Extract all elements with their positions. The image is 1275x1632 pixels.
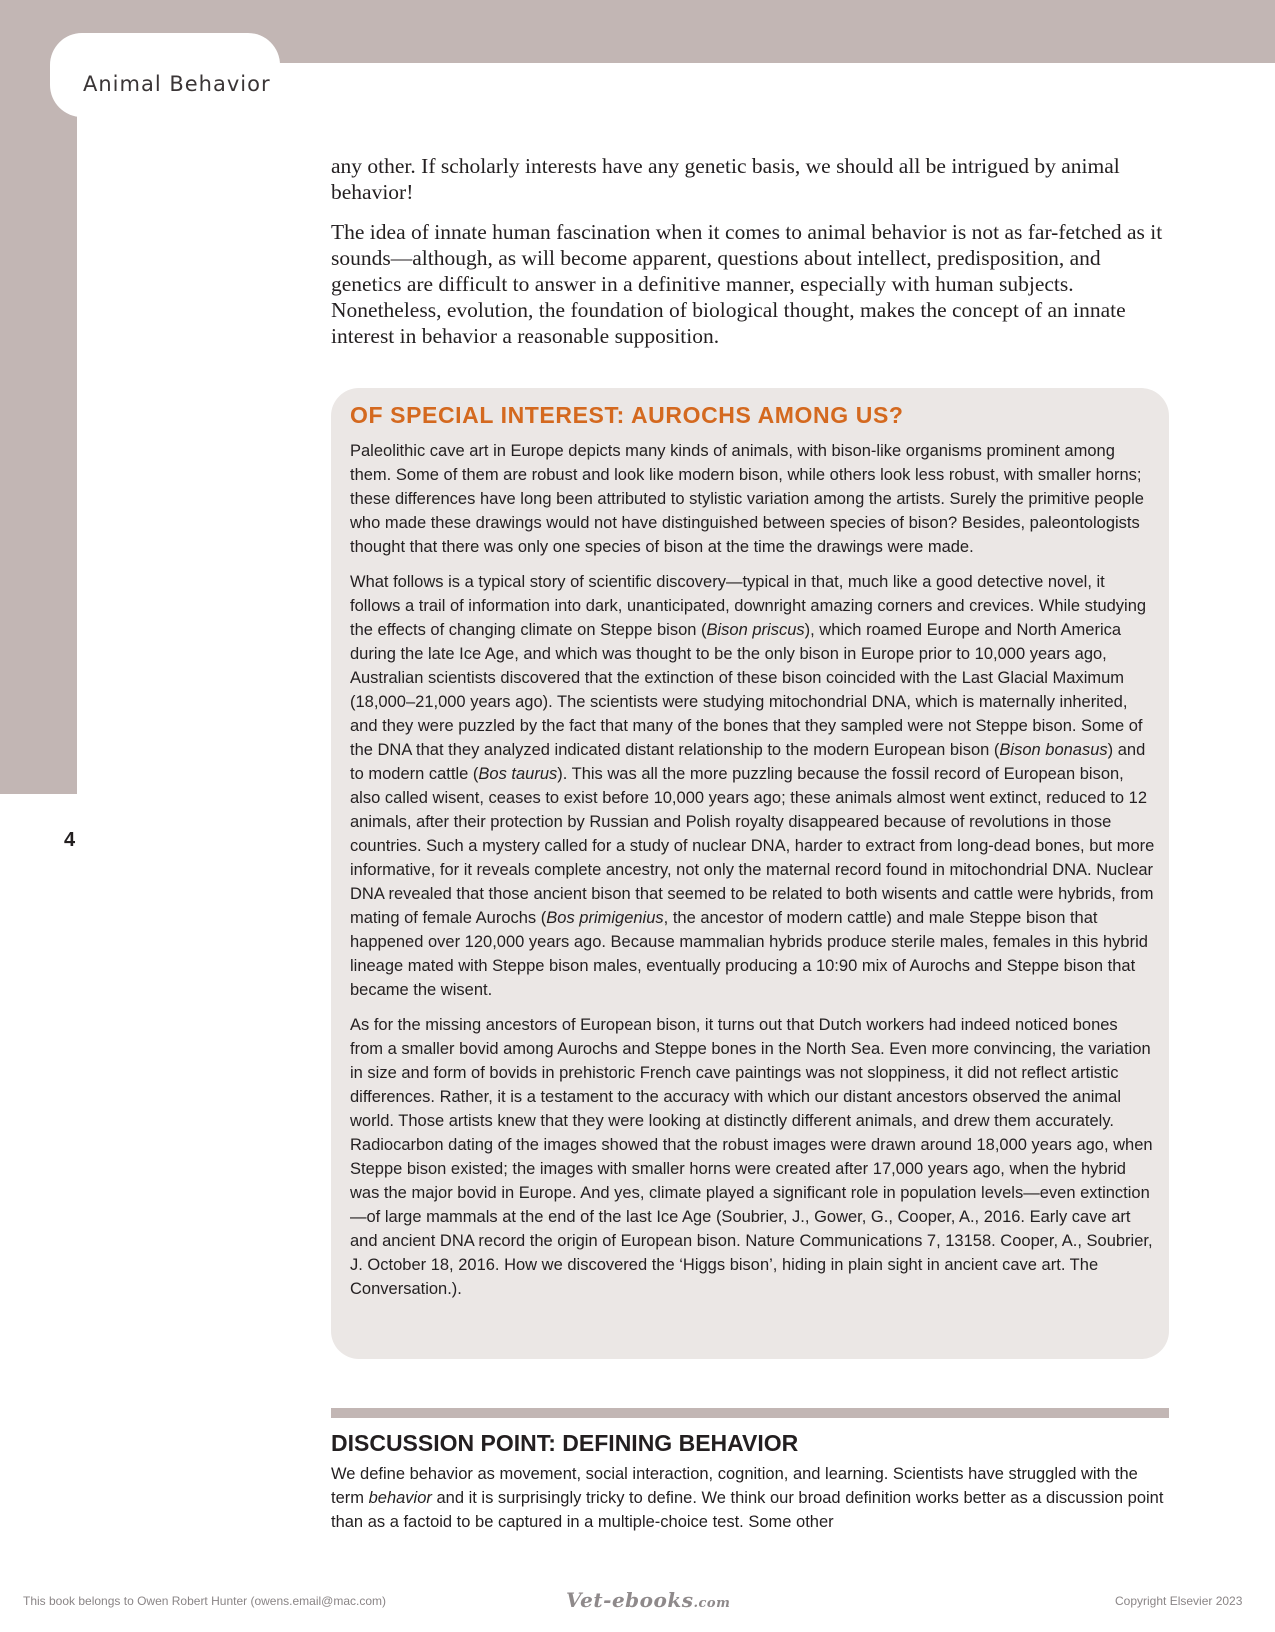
text-run: and it is surprisingly tricky to define. We think our broad definition works better as a discussion point than as a factoid to be captured in a multiple-choice test. Some other — [331, 1489, 1164, 1531]
special-interest-box — [331, 388, 1169, 1359]
section-divider — [331, 1408, 1169, 1418]
discussion-title: DISCUSSION POINT: DEFINING BEHAVIOR — [331, 1430, 799, 1456]
text-run: We define behavior as movement, social interaction, cognition, and learning. Scientists have struggled with the term — [331, 1465, 1138, 1507]
special-interest-paragraph-2 — [350, 570, 1155, 1002]
species-name-bison-priscus: Bison priscus — [706, 621, 805, 639]
species-name-bos-primigenius: Bos primigenius — [546, 909, 664, 927]
special-interest-title: OF SPECIAL INTEREST: AUROCHS AMONG US? — [350, 402, 904, 428]
text-run: ) and to modern cattle ( — [350, 741, 1146, 783]
vet-ebooks-logo — [566, 1588, 730, 1612]
text-run: ). This was all the more puzzling because the fossil record of European bison, also called wisent, ceases to exist before 10,000 years ago; these animals almost went extinct, reduced to 12 animals, after their protection by Russian and Polish royalty disappeared because of revolutions in those countries. Such a mystery called for a study of nuclear DNA, harder to extract from long-dead bones, but more informative, for it reveals complete ancestry, not only the maternal record found in mitochondrial DNA. Nuclear DNA revealed that those ancient bison that seemed to be related to both wisents and cattle were hybrids, from mating of female Aurochs ( — [350, 765, 1155, 927]
text-run: What follows is a typical story of scientific discovery—typical in that, much like a good detective novel, it follows a trail of information into dark, unanticipated, downright amazing corners and crevices. While studying the effects of changing climate on Steppe bison ( — [350, 573, 1147, 639]
intro-paragraph-1: any other. If scholarly interests have any genetic basis, we should all be intrigued by animal behavior! — [331, 154, 1120, 204]
running-header-title: Animal Behavior — [83, 72, 271, 96]
logo-suffix: .com — [693, 1596, 731, 1611]
species-name-bos-taurus: Bos taurus — [478, 765, 558, 783]
discussion-paragraph — [331, 1462, 1169, 1534]
emphasis-behavior: behavior — [368, 1489, 432, 1507]
special-interest-paragraph-3: As for the missing ancestors of European bison, it turns out that Dutch workers had indeed noticed bones from a smaller bovid among Aurochs and Steppe bones in the North Sea. Even more convincing, the variation in size and form of bovids in prehistoric French cave paintings was not sloppiness, it did not reflect artistic differences. Rather, it is a testament to the accuracy with which our distant ancestors observed the animal world. Those artists knew that they were looking at distinctly different animals, and drew them accurately. Radiocarbon dating of the images showed that the robust images were drawn around 18,000 years ago, when Steppe bison existed; the images with smaller horns were created after 17,000 years ago, when the hybrid was the major bovid in Europe. And yes, climate played a significant role in population levels—even extinction—of large mammals at the end of the last Ice Age (Soubrier, J., Gower, G., Cooper, A., 2016. Early cave art and ancient DNA record the origin of European bison. Nature Communications 7, 13158. Cooper, A., Soubrier, J. October 18, 2016. How we discovered the ‘Higgs bison’, hiding in plain sight in ancient cave art. The Conversation.). — [350, 1016, 1153, 1298]
special-interest-paragraph-1: Paleolithic cave art in Europe depicts many kinds of animals, with bison-like organisms prominent among them. Some of them are robust and look like modern bison, while others look less robust, with smaller horns; these differences have long been attributed to stylistic variation among the artists. Surely the primitive people who made these drawings would not have distinguished between species of bison? Besides, paleontologists thought that there was only one species of bison at the time the drawings were made. — [350, 442, 1144, 556]
species-name-bison-bonasus: Bison bonasus — [999, 741, 1108, 759]
text-run: ), which roamed Europe and North America during the late Ice Age, and which was thought to be the only bison in Europe prior to 10,000 years ago, Australian scientists discovered that the extinction of these bison coincided with the Last Glacial Maximum (18,000–21,000 years ago). The scientists were studying mitochondrial DNA, which is maternally inherited, and they were puzzled by the fact that many of the bones that they sampled were not Steppe bison. Some of the DNA that they analyzed indicated distant relationship to the modern European bison ( — [350, 621, 1143, 759]
text-run: , the ancestor of modern cattle) and male Steppe bison that happened over 120,000 years ago. Because mammalian hybrids produce sterile males, females in this hybrid lineage mated with Steppe bison males, eventually producing a 10:90 mix of Aurochs and Steppe bison that became the wisent. — [350, 909, 1148, 999]
logo-text: Vet-ebooks — [566, 1588, 694, 1612]
footer-copyright: Copyright Elsevier 2023 — [1115, 1594, 1243, 1608]
page-number: 4 — [64, 829, 76, 851]
intro-text — [331, 153, 1171, 363]
footer-ownership-note: This book belongs to Owen Robert Hunter (owens.email@mac.com) — [23, 1594, 386, 1608]
side-band — [0, 0, 77, 794]
intro-paragraph-2: The idea of innate human fascination when it comes to animal behavior is not as far-fetched as it sounds—although, as will become apparent, questions about intellect, predisposition, and genetics are difficult to answer in a definitive manner, especially with human subjects. Nonetheless, evolution, the foundation of biological thought, makes the concept of an innate interest in behavior a reasonable supposition. — [331, 220, 1163, 348]
